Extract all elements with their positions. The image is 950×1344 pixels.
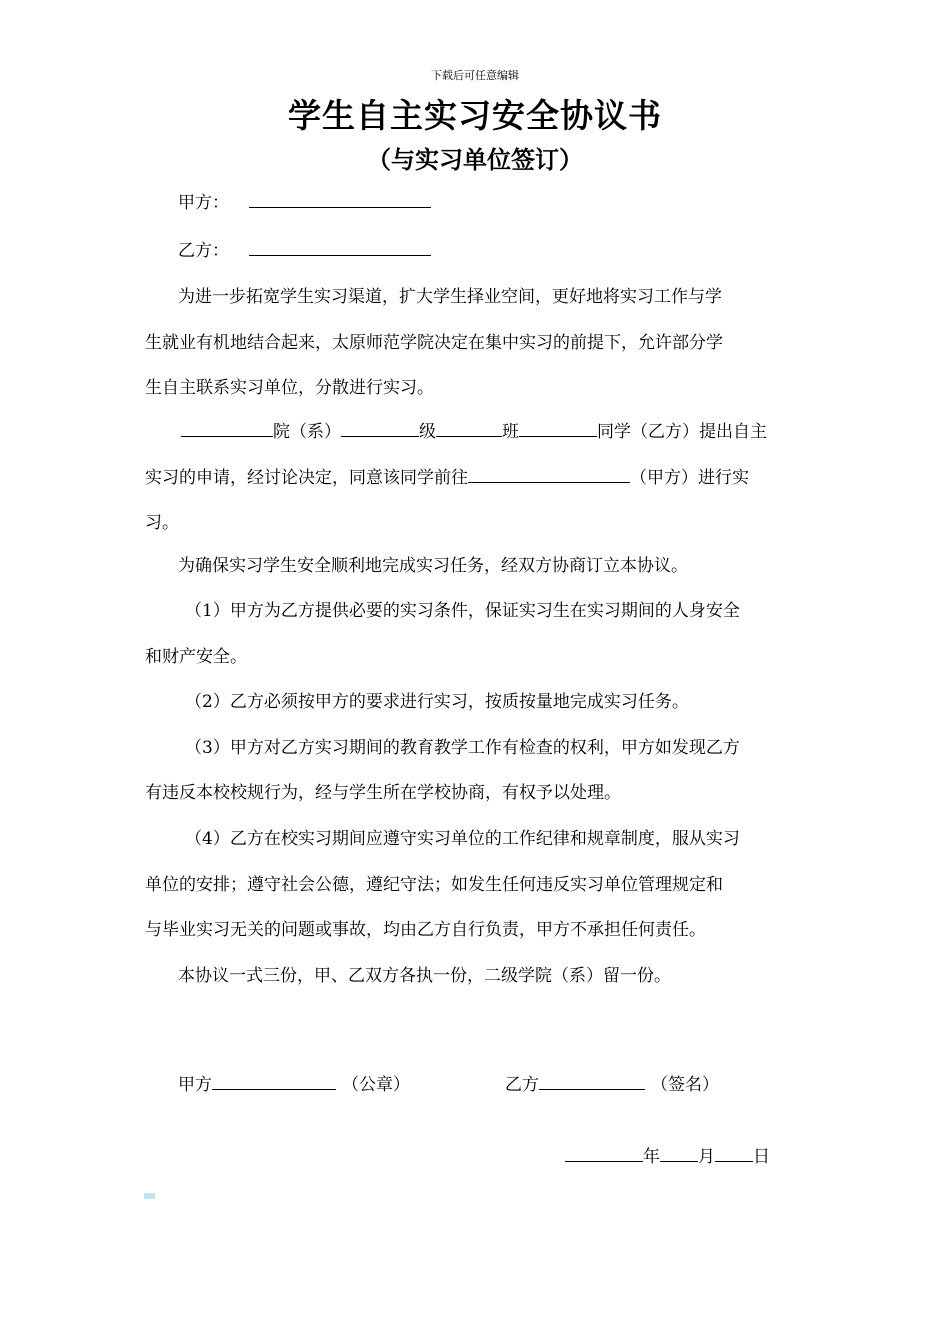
destination-suffix: （甲方）进行实 xyxy=(630,467,749,488)
document-subtitle: （与实习单位签订） xyxy=(367,146,583,174)
party-a-row xyxy=(178,191,431,214)
party-b-row xyxy=(178,239,431,262)
grade-label: 级 xyxy=(419,422,436,442)
party-a-sign-label: 甲方 xyxy=(178,1075,212,1095)
clause-2: （2）乙方必须按甲方的要求进行实习，按质按量地完成实习任务。 xyxy=(185,692,689,713)
day-blank[interactable] xyxy=(715,1145,753,1162)
class-blank[interactable] xyxy=(436,420,502,437)
party-a-seal-blank[interactable] xyxy=(212,1073,336,1090)
copies-line: 本协议一式三份，甲、乙双方各执一份，二级学院（系）留一份。 xyxy=(178,965,671,986)
clause-1-cont: 和财产安全。 xyxy=(145,646,247,667)
party-b-sign-blank[interactable] xyxy=(539,1073,645,1090)
page-marker xyxy=(144,1193,155,1199)
intro-paragraph xyxy=(145,275,810,412)
clause-4-cont: 与毕业实习无关的问题或事故，均由乙方自行负责，甲方不承担任何责任。 xyxy=(145,920,706,941)
college-blank[interactable] xyxy=(181,420,273,437)
purpose-line: 为确保实习学生安全顺利地完成实习任务，经双方协商订立本协议。 xyxy=(178,556,688,576)
seal-label: （公章） xyxy=(342,1075,410,1095)
student-label: 同学（乙方）提出自主 xyxy=(597,422,767,442)
party-b-label: 乙方： xyxy=(178,241,229,261)
date-row xyxy=(565,1145,770,1168)
destination-prefix: 实习的申请，经讨论决定，同意该同学前往 xyxy=(145,467,468,488)
clauses xyxy=(145,589,810,999)
student-blank[interactable] xyxy=(519,420,597,437)
sign-label: （签名） xyxy=(651,1075,719,1095)
application-line: 习。 xyxy=(145,513,179,534)
party-b-sign-label: 乙方 xyxy=(505,1075,539,1095)
grade-blank[interactable] xyxy=(341,420,419,437)
party-a-blank[interactable] xyxy=(249,191,431,208)
application-paragraph xyxy=(145,410,810,547)
party-b-blank[interactable] xyxy=(249,239,431,256)
day-label: 日 xyxy=(753,1147,770,1167)
year-blank[interactable] xyxy=(565,1145,643,1162)
destination-blank[interactable] xyxy=(468,466,630,483)
intro-line: 为进一步拓宽学生实习渠道，扩大学生择业空间，更好地将实习工作与学 xyxy=(178,287,722,307)
application-line xyxy=(145,410,810,456)
purpose-paragraph xyxy=(145,544,810,590)
clause-3-cont: 有违反本校校规行为，经与学生所在学校协商，有权予以处理。 xyxy=(145,783,621,804)
clause-4-cont: 单位的安排；遵守社会公德，遵纪守法；如发生任何违反实习单位管理规定和 xyxy=(145,874,723,895)
party-a-label: 甲方： xyxy=(178,193,229,213)
document-title: 学生自主实习安全协议书 xyxy=(288,96,662,135)
month-label: 月 xyxy=(698,1147,715,1167)
year-label: 年 xyxy=(643,1147,660,1167)
intro-line: 生就业有机地结合起来，太原师范学院决定在集中实习的前提下，允许部分学 xyxy=(145,332,723,353)
signature-party-b xyxy=(505,1073,719,1096)
intro-line: 生自主联系实习单位，分散进行实习。 xyxy=(145,378,434,399)
application-line xyxy=(145,456,810,502)
college-label: 院（系） xyxy=(273,422,341,442)
header-note: 下载后可任意编辑 xyxy=(431,69,519,82)
clause-4: （4）乙方在校实习期间应遵守实习单位的工作纪律和规章制度，服从实习 xyxy=(185,828,740,849)
clause-1: （1）甲方为乙方提供必要的实习条件，保证实习生在实习期间的人身安全 xyxy=(185,601,740,621)
clause-3: （3）甲方对乙方实习期间的教育教学工作有检查的权利，甲方如发现乙方 xyxy=(185,737,740,758)
month-blank[interactable] xyxy=(660,1145,698,1162)
class-label: 班 xyxy=(502,422,519,442)
signature-party-a xyxy=(178,1073,410,1096)
